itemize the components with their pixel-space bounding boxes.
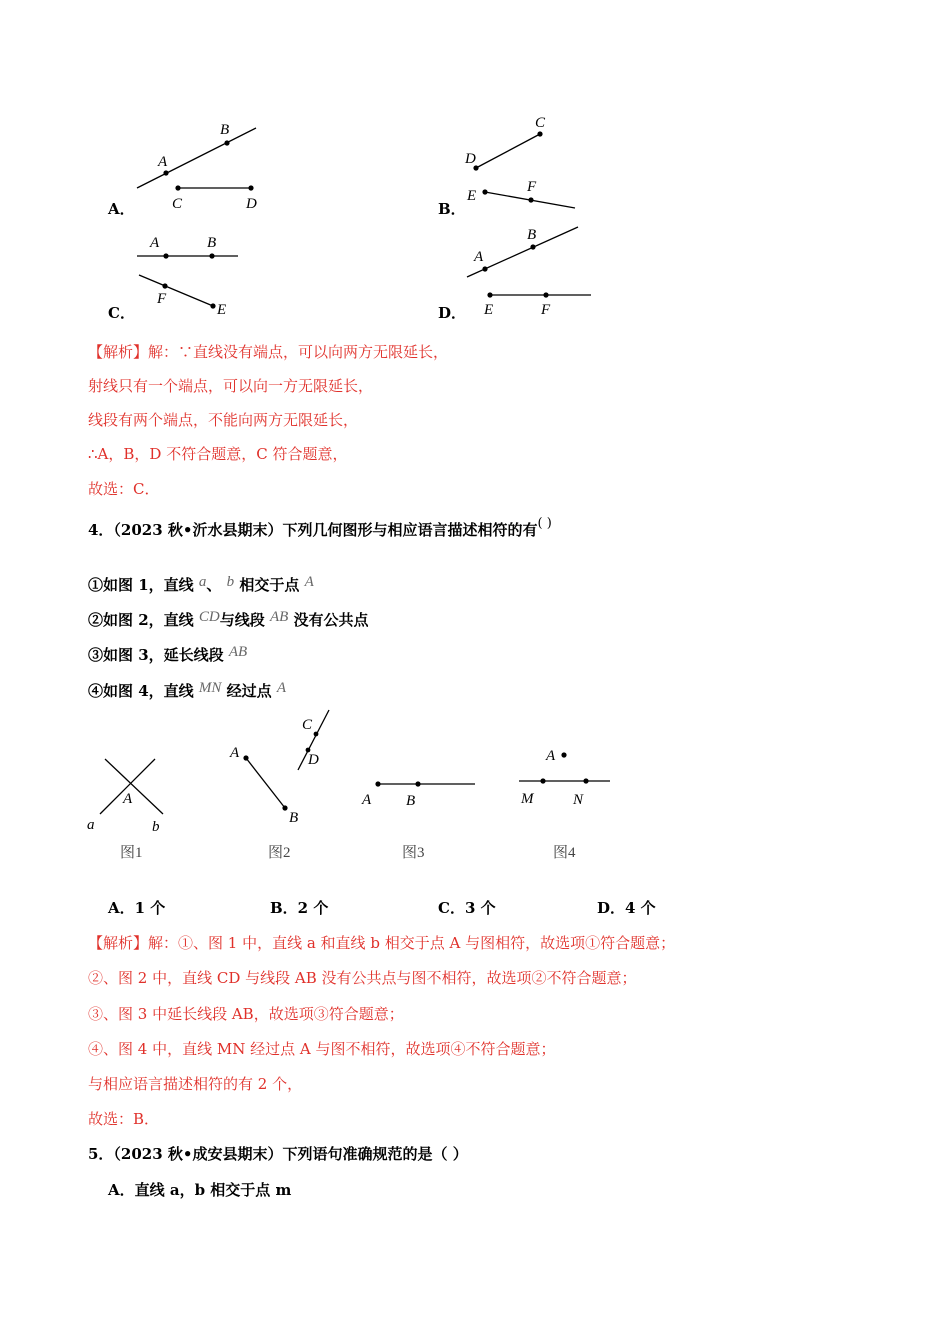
q3d-label-a: A: [474, 249, 484, 265]
q3c-label-e: E: [217, 302, 227, 318]
q3c-label-b: B: [207, 235, 217, 251]
q3a-label-a: A: [158, 154, 168, 170]
fig3-label-a: A: [362, 792, 372, 808]
q3a-label-c: C: [172, 196, 183, 212]
q3a-label-b: B: [220, 122, 230, 138]
q3c-label-f: F: [157, 291, 167, 307]
fig2-caption: 图2: [268, 845, 291, 861]
q3-analysis-line-4: ∴A，B，D 不符合题意，C 符合题意，: [88, 445, 348, 463]
q4-analysis-line-4: ④、图 4 中，直线 MN 经过点 A 与图不相符，故选项④不符合题意；: [88, 1040, 556, 1058]
q3-analysis-line-2: 射线只有一个端点，可以向一方无限延长，: [88, 377, 374, 395]
fig4-label-m: M: [521, 791, 534, 807]
q4-analysis-line-6: 故选：B．: [88, 1110, 160, 1128]
q3d-label-f: F: [541, 302, 551, 318]
fig3-caption: 图3: [402, 845, 425, 861]
fig4-caption: 图4: [553, 845, 576, 861]
q3a-label-d: D: [246, 196, 257, 212]
q4-item-1: ①如图 1，直线 a、 b 相交于点 A: [88, 574, 314, 594]
fig1-label-a-line: a: [87, 817, 95, 833]
fig2-label-c: C: [302, 717, 313, 733]
fig1-label-b-line: b: [152, 819, 160, 835]
q4-choice-c: C．3 个: [438, 899, 496, 917]
q3-option-a-label: A．: [108, 200, 135, 218]
fig3-label-b: B: [406, 793, 416, 809]
q3b-label-f: F: [527, 179, 537, 195]
q3-option-d-label: D．: [438, 304, 467, 322]
q4-analysis-line-3: ③、图 3 中延长线段 AB，故选项③符合题意；: [88, 1005, 404, 1023]
q3-option-c-label: C．: [108, 304, 135, 322]
q4-choice-a: A．1 个: [108, 899, 166, 917]
q4-item-4: ④如图 4，直线 MN 经过点 A: [88, 680, 287, 700]
fig4-label-n: N: [573, 792, 584, 808]
q3d-label-e: E: [484, 302, 494, 318]
q4-choice-d: D．4 个: [597, 899, 656, 917]
q5-stem: 5．（2023 秋•成安县期末）下列语句准确规范的是（ ）: [88, 1145, 468, 1163]
q4-analysis-line-2: ②、图 2 中，直线 CD 与线段 AB 没有公共点与图不相符，故选项②不符合题意；: [88, 969, 637, 987]
q4-item-2: ②如图 2，直线 CD与线段 AB 没有公共点: [88, 609, 369, 629]
fig2-label-a: A: [230, 745, 240, 761]
q5-option-a: A．直线 a，b 相交于点 m: [108, 1181, 292, 1199]
fig2-label-b: B: [289, 810, 299, 826]
q3b-label-c: C: [535, 115, 546, 131]
q3-analysis-line-3: 线段有两个端点，不能向两方无限延长，: [88, 411, 359, 429]
q4-stem: 4．（2023 秋•沂水县期末）下列几何图形与相应语言描述相符的有( ): [88, 516, 552, 539]
q3-analysis-line-5: 故选：C．: [88, 480, 160, 498]
q3b-label-d: D: [465, 151, 476, 167]
q3d-label-b: B: [527, 227, 537, 243]
q3-analysis-line-1: 【解析】解：∵直线没有端点，可以向两方无限延长，: [88, 343, 449, 361]
q3b-label-e: E: [467, 188, 477, 204]
fig1-label-a-point: A: [123, 791, 133, 807]
q4-analysis-line-5: 与相应语言描述相符的有 2 个，: [88, 1075, 303, 1093]
fig1-caption: 图1: [120, 845, 143, 861]
q4-item-3: ③如图 3，延长线段 AB: [88, 644, 248, 664]
fig2-label-d: D: [308, 752, 319, 768]
q4-choice-b: B．2 个: [270, 899, 329, 917]
q3-option-b-label: B．: [438, 200, 466, 218]
q3c-label-a: A: [150, 235, 160, 251]
q4-analysis-line-1: 【解析】解：①、图 1 中，直线 a 和直线 b 相交于点 A 与图相符，故选项①符合题意；: [88, 934, 676, 952]
fig4-label-a: A: [546, 748, 556, 764]
